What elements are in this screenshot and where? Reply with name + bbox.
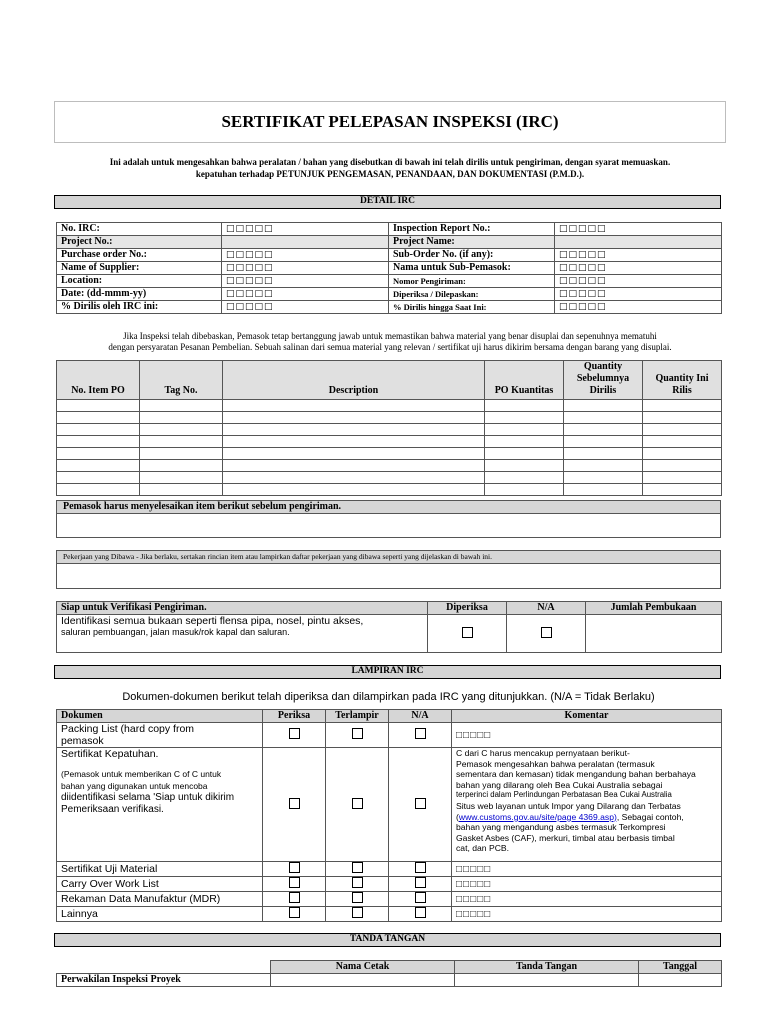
cert-check-cell [263, 748, 326, 862]
packing-attached-checkbox[interactable] [352, 728, 363, 739]
detail-row [57, 288, 722, 301]
doc-attached-checkbox[interactable] [352, 907, 363, 918]
doc-na-checkbox[interactable] [415, 877, 426, 888]
item-cell[interactable] [485, 472, 564, 484]
sign-col-name: Nama Cetak [271, 961, 455, 974]
detail-label: % Dirilis hingga Saat Ini: [389, 301, 555, 314]
detail-label: No. IRC: [57, 223, 222, 236]
doc-check-cell [263, 877, 326, 892]
ready-na-checkbox[interactable] [541, 627, 552, 638]
lampiran-intro: Dokumen-dokumen berikut telah diperiksa dan dilampirkan pada IRC yang ditunjukkan. (N/A = Tidak Berlaku) [122, 691, 655, 703]
item-cell[interactable] [223, 436, 485, 448]
signature-header: TANDA TANGAN [54, 933, 721, 947]
cert-c5: terperinci dalam Perlindungan Perbatasan Bea Cukai Australia [456, 790, 672, 800]
item-row [57, 412, 722, 424]
lampiran-irc-header: LAMPIRAN IRC [54, 665, 721, 679]
col-tag-no: Tag No. [140, 361, 223, 400]
detail-table [56, 222, 722, 314]
item-cell[interactable] [485, 412, 564, 424]
detail-label: Nomor Pengiriman: [389, 275, 555, 288]
detail-label: Date: (dd-mmm-yy) [57, 288, 222, 301]
item-cell[interactable] [643, 448, 722, 460]
doc-comment[interactable]: □□□□□ [452, 877, 722, 892]
ready-col-checked: Diperiksa [428, 602, 507, 615]
detail-value[interactable]: □□□□□ [555, 275, 722, 288]
item-cell[interactable] [485, 448, 564, 460]
detail-label: Purchase order No.: [57, 249, 222, 262]
item-cell[interactable] [564, 484, 643, 496]
col-this-qty: Quantity Ini Rilis [643, 361, 722, 400]
supplier-completion-box [56, 500, 721, 538]
item-cell[interactable] [564, 400, 643, 412]
item-cell[interactable] [223, 472, 485, 484]
detail-label: Inspection Report No.: [389, 223, 555, 236]
sign-name-field[interactable] [271, 974, 455, 987]
doc-check-checkbox[interactable] [289, 877, 300, 888]
item-cell[interactable] [643, 412, 722, 424]
ready-checked-checkbox[interactable] [462, 627, 473, 638]
detail-row [57, 236, 722, 249]
detail-value[interactable]: □□□□□ [222, 288, 389, 301]
detail-row [57, 301, 722, 314]
docs-col-document: Dokumen [57, 710, 263, 723]
cert-note-3: diidentifikasi selama 'Siap untuk dikirim [61, 792, 235, 803]
item-cell[interactable] [564, 448, 643, 460]
detail-row [57, 249, 722, 262]
sign-date-field[interactable] [639, 974, 722, 987]
carried-work-box [56, 550, 721, 589]
item-cell[interactable] [57, 484, 140, 496]
col-prev-qty: Quantity Sebelumnya Dirilis [564, 361, 643, 400]
intro-text [60, 156, 720, 180]
item-cell[interactable] [485, 436, 564, 448]
doc-row-packing-list [57, 723, 722, 748]
packing-check-checkbox[interactable] [289, 728, 300, 739]
cert-c10: cat, dan PCB. [456, 843, 510, 854]
doc-packing-list [57, 723, 263, 748]
note-line-2: dengan persyaratan Pesanan Pembelian. Sebuah salinan dari semua material yang relevan / sertifikat uji harus dikirim bersama dengan barang yang disuplai. [108, 342, 672, 352]
intro-line-2: kepatuhan terhadap PETUNJUK PENGEMASAN, PENANDAAN, DAN DOKUMENTASI (P.M.D.). [195, 169, 585, 179]
detail-label: Project No.: [57, 236, 222, 249]
detail-value[interactable]: □□□□□ [222, 301, 389, 314]
doc-attached-cell [326, 877, 389, 892]
ready-col-openings: Jumlah Pembukaan [586, 602, 722, 615]
cert-note-1: (Pemasok untuk memberikan C of C untuk [61, 769, 222, 779]
item-row [57, 424, 722, 436]
item-row [57, 448, 722, 460]
packing-line-1: Packing List (hard copy from [61, 723, 195, 735]
detail-value[interactable]: □□□□□ [555, 262, 722, 275]
customs-link[interactable]: www.customs.gov.au/site/page 4369.asp) [458, 811, 617, 822]
cert-note-4: Pemeriksaan verifikasi. [61, 804, 164, 815]
cert-c7-pre: ( [456, 811, 459, 822]
sign-col-date: Tanggal [639, 961, 722, 974]
item-cell[interactable] [564, 472, 643, 484]
item-cell[interactable] [643, 460, 722, 472]
intro-line-1: Ini adalah untuk mengesahkan bahwa peralatan / bahan yang disebutkan di bawah ini telah dirilis untuk pengiriman, dengan syarat memuaskan. [109, 157, 671, 167]
signature-table [56, 960, 722, 987]
detail-irc-header: DETAIL IRC [54, 195, 721, 209]
supplier-note [54, 331, 726, 353]
docs-col-check: Periksa [263, 710, 326, 723]
ready-col-na: N/A [507, 602, 586, 615]
cert-attached-cell [326, 748, 389, 862]
packing-check-cell [263, 723, 326, 748]
item-cell[interactable] [485, 424, 564, 436]
sign-row-label: Perwakilan Inspeksi Proyek [57, 974, 271, 987]
cert-na-checkbox[interactable] [415, 798, 426, 809]
cert-c3: sementara dan kemasan) tidak mengandung bahan berbahaya [456, 769, 696, 780]
cert-na-cell [389, 748, 452, 862]
doc-na-checkbox[interactable] [415, 907, 426, 918]
doc-comment[interactable]: □□□□□ [452, 892, 722, 907]
item-row [57, 436, 722, 448]
doc-attached-checkbox[interactable] [352, 862, 363, 873]
item-cell[interactable] [643, 472, 722, 484]
doc-check-cell [263, 862, 326, 877]
doc-compliance-cert [57, 748, 263, 862]
item-cell[interactable] [223, 484, 485, 496]
detail-value[interactable]: □□□□□ [555, 288, 722, 301]
cert-title: Sertifikat Kepatuhan. [61, 748, 159, 760]
item-cell[interactable] [57, 460, 140, 472]
cert-c8: bahan yang mengandung asbes termasuk Terkompresi [456, 822, 666, 833]
supplier-completion-heading: Pemasok harus menyelesaikan item berikut sebelum pengiriman. [57, 501, 720, 514]
packing-line-2: pemasok [61, 735, 104, 747]
item-cell[interactable] [223, 424, 485, 436]
item-row [57, 484, 722, 496]
item-cell[interactable] [140, 400, 223, 412]
doc-na-checkbox[interactable] [415, 892, 426, 903]
packing-comment[interactable]: □□□□□ [452, 723, 722, 748]
ready-line-1: Identifikasi semua bukaan seperti flensa pipa, nosel, pintu akses, [61, 615, 364, 627]
doc-check-cell [263, 907, 326, 922]
detail-label: Name of Supplier: [57, 262, 222, 275]
detail-value[interactable]: □□□□□ [222, 223, 389, 236]
item-row [57, 400, 722, 412]
detail-value[interactable]: □□□□□ [555, 223, 722, 236]
item-cell[interactable] [564, 412, 643, 424]
doc-attached-checkbox[interactable] [352, 877, 363, 888]
item-cell[interactable] [643, 484, 722, 496]
item-cell[interactable] [485, 460, 564, 472]
item-cell[interactable] [564, 460, 643, 472]
doc-check-cell [263, 892, 326, 907]
item-cell[interactable] [223, 412, 485, 424]
ready-heading: Siap untuk Verifikasi Pengiriman. [57, 602, 428, 615]
note-line-1: Jika Inspeksi telah dibebaskan, Pemasok tetap bertanggung jawab untuk memastikan bahwa material yang benar disuplai dan sepenuhnya mematuhi [123, 331, 657, 341]
doc-name: Rekaman Data Manufaktur (MDR) [57, 892, 263, 907]
item-cell[interactable] [57, 436, 140, 448]
cert-note-2: bahan yang digunakan untuk mencoba [61, 781, 208, 791]
item-cell[interactable] [564, 424, 643, 436]
docs-col-na: N/A [389, 710, 452, 723]
detail-value[interactable]: □□□□□ [555, 301, 722, 314]
cert-check-checkbox[interactable] [289, 798, 300, 809]
documents-table [56, 709, 722, 922]
ready-description [57, 615, 428, 653]
detail-value[interactable]: □□□□□ [555, 249, 722, 262]
item-cell[interactable] [643, 436, 722, 448]
detail-value[interactable]: □□□□□ [222, 262, 389, 275]
cert-c2: Pemasok mengesahkan bahwa peralatan (termasuk [456, 758, 655, 769]
carried-work-heading: Pekerjaan yang Dibawa - Jika berlaku, sertakan rincian item atau lampirkan daftar pekerjaan yang dibawa seperti yang dijelaskan di bawah ini. [57, 551, 720, 564]
col-po-item: No. Item PO [57, 361, 140, 400]
item-cell[interactable] [140, 472, 223, 484]
item-cell[interactable] [643, 424, 722, 436]
detail-label: Sub-Order No. (if any): [389, 249, 555, 262]
item-cell[interactable] [57, 472, 140, 484]
doc-comment[interactable]: □□□□□ [452, 907, 722, 922]
cert-c6: Situs web layanan untuk Impor yang Dilarang dan Terbatas [456, 800, 681, 811]
doc-name: Lainnya [57, 907, 263, 922]
ready-na-cell [507, 615, 586, 653]
detail-label: Location: [57, 275, 222, 288]
item-cell[interactable] [57, 448, 140, 460]
detail-label: % Dirilis oleh IRC ini: [57, 301, 222, 314]
doc-row [57, 862, 722, 877]
item-cell[interactable] [223, 448, 485, 460]
supplier-completion-field[interactable] [57, 514, 720, 538]
doc-na-cell [389, 877, 452, 892]
item-cell[interactable] [223, 400, 485, 412]
carried-work-field[interactable] [57, 564, 720, 589]
item-row [57, 472, 722, 484]
item-cell[interactable] [57, 412, 140, 424]
doc-attached-cell [326, 862, 389, 877]
item-cell[interactable] [223, 460, 485, 472]
doc-row-certificate [57, 748, 722, 862]
item-cell[interactable] [485, 484, 564, 496]
detail-label: Diperiksa / Dilepaskan: [389, 288, 555, 301]
cert-c1: C dari C harus mencakup pernyataan berikut- [456, 748, 630, 758]
item-cell[interactable] [140, 484, 223, 496]
doc-check-checkbox[interactable] [289, 892, 300, 903]
ready-openings-field[interactable] [586, 615, 722, 653]
doc-name: Carry Over Work List [57, 877, 263, 892]
doc-row [57, 892, 722, 907]
item-cell[interactable] [57, 424, 140, 436]
doc-attached-cell [326, 892, 389, 907]
col-description: Description [223, 361, 485, 400]
doc-name: Sertifikat Uji Material [57, 862, 263, 877]
page-title: SERTIFIKAT PELEPASAN INSPEKSI (IRC) [54, 101, 726, 143]
packing-na-cell [389, 723, 452, 748]
detail-row [57, 275, 722, 288]
doc-attached-cell [326, 907, 389, 922]
detail-value[interactable] [222, 236, 389, 249]
doc-na-cell [389, 907, 452, 922]
doc-row [57, 907, 722, 922]
col-po-qty: PO Kuantitas [485, 361, 564, 400]
ready-line-2: saluran pembuangan, jalan masuk/rok kapal dan saluran. [61, 627, 290, 637]
item-cell[interactable] [140, 424, 223, 436]
packing-na-checkbox[interactable] [415, 728, 426, 739]
doc-attached-checkbox[interactable] [352, 892, 363, 903]
detail-label: Nama untuk Sub-Pemasok: [389, 262, 555, 275]
doc-comment[interactable]: □□□□□ [452, 862, 722, 877]
cert-c4: bahan yang dilarang oleh Bea Cukai Australia sebagai [456, 779, 663, 790]
sign-signature-field[interactable] [455, 974, 639, 987]
item-row [57, 460, 722, 472]
detail-row [57, 262, 722, 275]
items-table [56, 360, 722, 496]
docs-col-attached: Terlampir [326, 710, 389, 723]
doc-na-cell [389, 862, 452, 877]
item-cell[interactable] [643, 400, 722, 412]
detail-value[interactable]: □□□□□ [222, 275, 389, 288]
detail-label: Project Name: [389, 236, 555, 249]
item-cell[interactable] [140, 448, 223, 460]
detail-value[interactable]: □□□□□ [222, 249, 389, 262]
item-cell[interactable] [140, 436, 223, 448]
doc-na-cell [389, 892, 452, 907]
doc-na-checkbox[interactable] [415, 862, 426, 873]
item-cell[interactable] [485, 400, 564, 412]
ready-verification-table [56, 601, 722, 653]
item-cell[interactable] [140, 412, 223, 424]
ready-checked-cell [428, 615, 507, 653]
doc-row [57, 877, 722, 892]
sign-col-signature: Tanda Tangan [455, 961, 639, 974]
docs-col-comment: Komentar [452, 710, 722, 723]
cert-c9: Gasket Asbes (CAF), merkuri, timbal atau berbasis timbal [456, 832, 675, 843]
cert-comment [452, 748, 722, 862]
sign-blank [57, 961, 271, 974]
doc-check-checkbox[interactable] [289, 907, 300, 918]
detail-row [57, 223, 722, 236]
item-cell[interactable] [564, 436, 643, 448]
packing-attached-cell [326, 723, 389, 748]
item-cell[interactable] [57, 400, 140, 412]
cert-c7-post: , Sebagai contoh, [616, 811, 684, 822]
cert-c7 [456, 812, 717, 823]
cert-attached-checkbox[interactable] [352, 798, 363, 809]
detail-value[interactable] [555, 236, 722, 249]
doc-check-checkbox[interactable] [289, 862, 300, 873]
item-cell[interactable] [140, 460, 223, 472]
